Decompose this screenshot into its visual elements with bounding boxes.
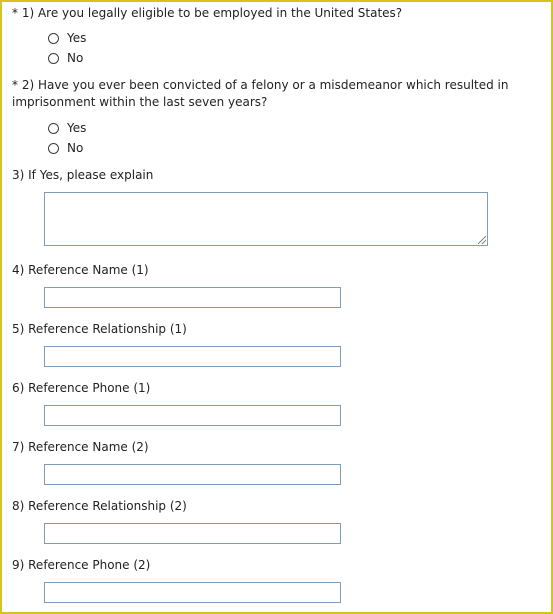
option-label: Yes bbox=[67, 31, 87, 45]
reference-relationship-1-label: 5) Reference Relationship (1) bbox=[12, 322, 187, 336]
reference-name-2-label: 7) Reference Name (2) bbox=[12, 440, 149, 454]
reference-relationship-1-input[interactable] bbox=[44, 346, 341, 367]
radio-button[interactable] bbox=[48, 33, 59, 44]
question-1-label: * 1) Are you legally eligible to be employed in the United States? bbox=[12, 6, 403, 20]
reference-name-1-label: 4) Reference Name (1) bbox=[12, 263, 149, 277]
reference-phone-1-label: 6) Reference Phone (1) bbox=[12, 381, 151, 395]
question-2-option-yes[interactable] bbox=[48, 120, 86, 136]
question-2-label-line-1: * 2) Have you ever been convicted of a felony or a misdemeanor which resulted in bbox=[12, 78, 509, 92]
question-2-label-line-2: imprisonment within the last seven years? bbox=[12, 95, 268, 109]
option-label: Yes bbox=[67, 121, 87, 135]
reference-phone-1-input[interactable] bbox=[44, 405, 341, 426]
radio-button[interactable] bbox=[48, 123, 59, 134]
reference-relationship-2-input[interactable] bbox=[44, 523, 341, 544]
radio-button[interactable] bbox=[48, 53, 59, 64]
question-1-option-no[interactable] bbox=[48, 50, 83, 66]
reference-name-2-input[interactable] bbox=[44, 464, 341, 485]
reference-phone-2-input[interactable] bbox=[44, 582, 341, 603]
question-2-option-no[interactable] bbox=[48, 140, 83, 156]
reference-phone-2-label: 9) Reference Phone (2) bbox=[12, 558, 151, 572]
question-3-label: 3) If Yes, please explain bbox=[12, 168, 154, 182]
resize-grip-icon[interactable] bbox=[478, 236, 486, 244]
radio-button[interactable] bbox=[48, 143, 59, 154]
option-label: No bbox=[67, 141, 84, 155]
explanation-textarea[interactable] bbox=[44, 192, 488, 246]
option-label: No bbox=[67, 51, 84, 65]
reference-relationship-2-label: 8) Reference Relationship (2) bbox=[12, 499, 187, 513]
question-1-option-yes[interactable] bbox=[48, 30, 86, 46]
reference-name-1-input[interactable] bbox=[44, 287, 341, 308]
